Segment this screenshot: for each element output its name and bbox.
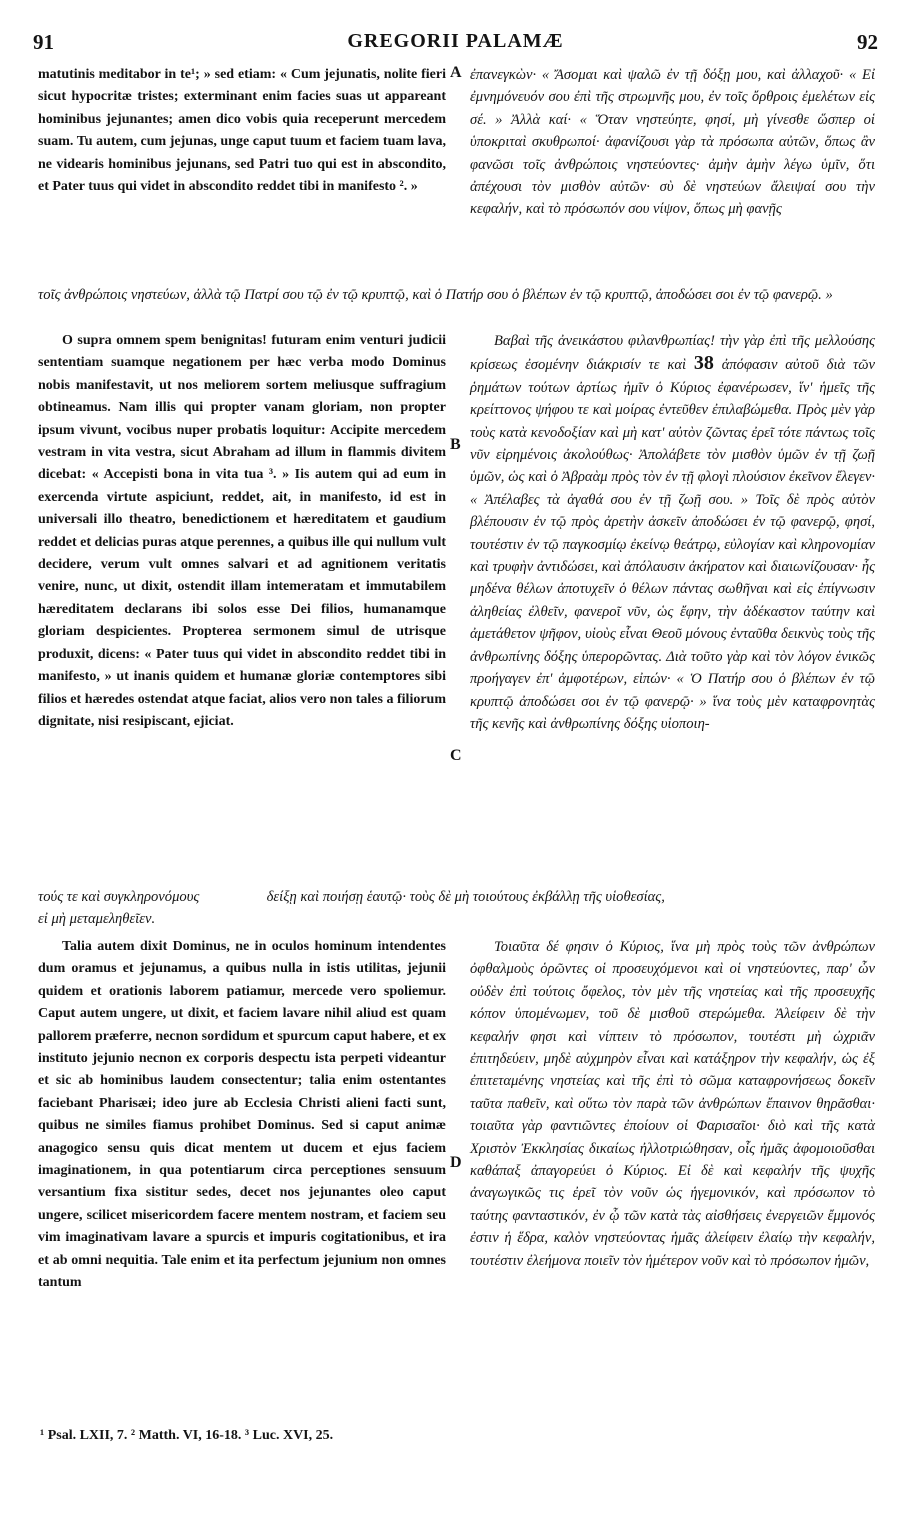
greek-span-line-1: τοῖς ἀνθρώποις νηστεύων, ἀλλὰ τῷ Πατρί σου τῷ ἐν τῷ κρυπτῷ, καὶ ὁ Πατήρ σου ὁ βλέπων ἐν τῷ κρυπτῷ, ἀποδώσει σοι ἐν τῷ φανερῷ. » [38,287,833,303]
column-number: 38 [693,352,714,375]
footnotes: ¹ Psal. LXII, 7. ² Matth. VI, 16-18. ³ Luc. XVI, 25. [40,1428,334,1443]
latin-paragraph-3: Talia autem dixit Dominus, ne in oculos hominum intendentes dum oramus et jejunamus, a quibus nulla in istis utilitas, jejunii quidem et orationis laborem patiamur, mercede vero spoliemur. Caput autem ungere, ut dixit, et faciem lavare nihil aliud est quam pallorem præferre, necnon sordidum et spurcum caput habere, et ex instituto jejunio necnon ex corporis despectu ista perpeti videantur et sic ab hominibus laudem consectentur; talia enim ostentantes faciebant Pharisæi; ideo jure ab Ecclesia Christi alieni facti sunt, quibus ne similes fiamus prohibet Dominus. Sed si caput animæ anagogico sensu quis dicat mentem ut ducem et ejus faciem imaginationem, in qua potentiarum circa perceptiones sensuum versantium fixa sistitur sedes, decet nos jejunantes oleo caput ungere, scilicet misericordem facere mentem nostram, et faciem seu vim imaginativam lavare a spurcis et impuris cogitationibus, et ira et ab omni nequitia. Tale enim et ita perfectum jejunium non omnes tantum [38,939,446,1291]
margin-marker-b: B [450,436,461,453]
greek-paragraph-2-rest: ἀπόφασιν αὐτοῦ διὰ τῶν ῥημάτων τούτων ἀρτίως ἡμῖν ὁ Κύριος ἐφανέρωσεν, ἵν' ἡμεῖς τῆς κρείττονος ψήφου τε καὶ μοίρας ἐντεῦθεν ἐπιλαβώμεθα. Πρὸς μὲν γὰρ τοὺς κατὰ κενοδοξίαν καὶ μὴ κατ' αὐτὸν ζῶντας ἐρεῖ τότε πάντως τοῖς νῦν εἰρημένοις ἀκολούθως· Ἀπολάβετε τὸν μισθὸν ὑμῶν ἐν τῇ ζωῇ ὑμῶν, ὡς καὶ ὁ Ἀβραὰμ πρὸς τὸν ἐν τῇ φλογὶ πλούσιον ἐκεῖνον ἔλεγεν· « Ἀπέλαβες τὰ ἀγαθά σου ἐν τῇ ζωῇ σου. » Τοῖς δὲ πρὸς αὐτὸν βλέπουσιν ἐν τῷ πρὸς ἀρετὴν ἀσκεῖν ἀποδώσει ἐν τῷ φανερῷ, φησί, τουτέστιν ἐν τῷ παγκοσμίῳ ἐκείνῳ θεάτρῳ, εὐλογίαν καὶ κληρονομίαν καὶ τρυφὴν ἀντιδώσει, καὶ ἀπόλαυσιν ἀκήρατον καὶ διαιωνίζουσαν· ἧς μηδένα θέλων ἀποτυχεῖν ὁ θέλων πάντας σωθῆναι καὶ εἰς ἐπίγνωσιν ἀληθείας ἐλθεῖν, φανεροῖ νῦν, ὡς ἔφην, τὴν ἀδέκαστον ταύτην καὶ ἀμετάθετον ψῆφον, υἱοὺς εἶναι Θεοῦ μόνους ἐνταῦθα δεικνὺς τοὺς τῆς ἀνθρωπίνης δόξης ὑπερορῶντας. Διὰ τοῦτο γὰρ καὶ τὸν λόγον ἑνικῶς προήγαγεν ἐπ' ἀμφοτέρων, εἰπών· « Ὁ Πατήρ σου ὁ βλέπων ἐν τῷ κρυπτῷ ἀποδώσει σοι ἐν τῷ φανερῷ· » ἵνα τοὺς μὲν καταφρονητὰς τῆς κενῆς καὶ ἀνθρωπίνης δόξης υἱοποιη- [470,357,875,732]
greek-paragraph-3: Τοιαῦτα δέ φησιν ὁ Κύριος, ἵνα μὴ πρὸς τοὺς τῶν ἀνθρώπων ὀφθαλμοὺς ὁρῶντες οἱ προσευχόμενοι καὶ οἱ νηστεύοντες, παρ' ὧν οὐδὲν ἐπὶ τούτοις ὄφελος, τὸν μὲν τῆς νηστείας καὶ τῆς προσευχῆς κόπον ὑπομένωμεν, τοῦ δὲ μισθοῦ στερώμεθα. Ἀλείφειν δὲ τὴν κεφαλήν φησι καὶ νίπτειν τὸ πρόσωπον, τουτέστι μὴ ὠχριᾶν ἐπιτηδεύειν, μηδὲ αὐχμηρὸν εἶναι καὶ κατάξηρον τὴν κεφαλήν, ὡς ἐξ ἐπιτεταμένης νηστείας καὶ τῆς ἐπὶ τὸ σῶμα καταφρονήσεως δοκεῖν ταῦτα παθεῖν, καὶ οὕτω τὸν παρὰ τῶν ἀνθρώπων ἔπαινον θηρᾶσθαι· τοιαῦτα γὰρ φαντιῶντες ἐποίουν οἱ Φαρισαῖοι· διὸ καὶ τῆς κατὰ Χριστὸν Ἐκκλησίας δικαίως ἠλλοτριώθησαν, οἷς ἡμᾶς ἀφομοιοῦσθαι καθάπαξ ἀπαγορεύει ὁ Κύριος. Εἰ δὲ καὶ κεφαλήν τῆς ψυχῆς ἀναγωγικῶς τις ἐρεῖ τὸν νοῦν ὡς ἡγεμονικόν, καὶ πρόσωπον τὸ ταύτης φανταστικόν, ἐν ᾧ τῶν κατὰ τὰς αἰσθήσεις ἐνεργειῶν ἔμμονός ἐστιν ἡ ἕδρα, καλὸν νηστεύοντας ἡμᾶς ἀλείφειν ἐλαίῳ τὴν κεφαλήν, τουτέστιν ἐλεήμονα ποιεῖν τὸν ἡμέτερον νοῦν καὶ τὸ πρόσωπον ἡμῶν, [470,939,875,1269]
greek-span-2-part-b: δείξῃ καὶ ποιήσῃ ἑαυτῷ· τοὺς δὲ μὴ τοιούτους ἐκβάλλῃ τῆς υἱοθεσίας, [266,889,665,905]
latin-paragraph-1: matutinis meditabor in te¹; » sed etiam: « Cum jejunatis, nolite fieri sicut hypocritæ tristes; exterminant enim facies suas ut appareant hominibus jejunantes; amen dico vobis quia receperunt mercedem suam. Tu autem, cum jejunas, unge caput tuum et faciem tuam lava, ne videaris hominibus jejunans, sed Patri tuo qui est in abscondito, et Pater tuus qui videt in abscondito reddet tibi in manifesto ². » [38,67,446,195]
margin-marker-a: A [450,64,462,81]
greek-span-2-part-a: τούς τε καὶ συγκληρονόμους [38,889,200,905]
page-header [33,30,878,58]
margin-marker-d: D [450,1154,462,1171]
latin-paragraph-2: O supra omnem spem benignitas! futuram enim venturi judicii sententiam suamque negationem per hæc verba modo Dominus nobis manifestavit, ut nos meliorem sortem meliusque suffragium obtineamus. Nam illis qui propter vanam gloriam, non propter ipsum vivunt, vocibus nuper probatis loquitur: Accipite mercedem vestram in vita vestra, sicut Abraham ad illum in flammis divitem dicebat: « Accepisti bona in vita tua ³. » Iis autem qui ad eum in exercenda virtute aspiciunt, reddet, ait, in manifesto, id est in universali illo theatro, benedictionem et hæreditatem et gaudium reddet et delicias puras atque perennes, a quibus ille qui nullum vult decidere, verum vult omnes salvari et ad agnitionem veritatis venire, nunc, ut dixit, ostendit illam intemeratam et immutabilem hæreditatem declarans ibi solos esse Dei filios, humanamque gloriam despicientes. Propterea sermonem simul de utrisque produxit, dicens: « Pater tuus qui videt in abscondito reddet tibi in manifesto, » ut inanis quidem et humanæ gloriæ contemptores sibi filios et hæredes ostendat atque faciat, alios vero non tales a filiorum dignitate, nisi resipiscant, ejiciat. [38,333,446,729]
greek-span-2-part-c: εἰ μὴ μεταμεληθεῖεν. [38,911,156,927]
greek-paragraph-2-start: Βαβαὶ τῆς ἀνεικάστου φιλανθρωπίας! τὴν γὰρ ἐπὶ τῆς μελλούσης κρίσεως ἐσομένην διάκρισίν τε καὶ [470,333,875,374]
page-number-left: 91 [33,30,54,54]
greek-paragraph-2 [470,330,875,735]
page-number-right: 92 [857,30,878,54]
greek-span-line-2 [38,886,876,930]
margin-marker-c: C [450,747,462,764]
running-title: GREGORII PALAMÆ [347,30,564,52]
greek-paragraph-1: ἐπανεγκὼν· « Ἄσομαι καὶ ψαλῶ ἐν τῇ δόξῃ μου, καὶ ἀλλαχοῦ· « Εἰ ἐμνημόνευόν σου ἐπὶ τῆς στρωμνῆς μου, ἐν τοῖς ὄρθροις ἐμελέτων εἰς σέ. » Ἀλλὰ καί· « Ὅταν νηστεύητε, φησί, μὴ γίνεσθε ὥσπερ οἱ ὑποκριταὶ σκυθρωποί· ἀφανίζουσι γὰρ τὰ πρόσωπα αὐτῶν, ὅπως ἂν φανῶσι τοῖς ἀνθρώποις νηστεύοντες· ἀμὴν ἀμὴν λέγω ὑμῖν, ὅτι ἀπέχουσι τὸν μισθὸν αὐτῶν· σὺ δὲ νηστεύων ἄλειψαί σου τὴν κεφαλήν, καὶ τὸ πρόσωπόν σου νίψον, ὅπως μὴ φανῇς [470,67,875,218]
